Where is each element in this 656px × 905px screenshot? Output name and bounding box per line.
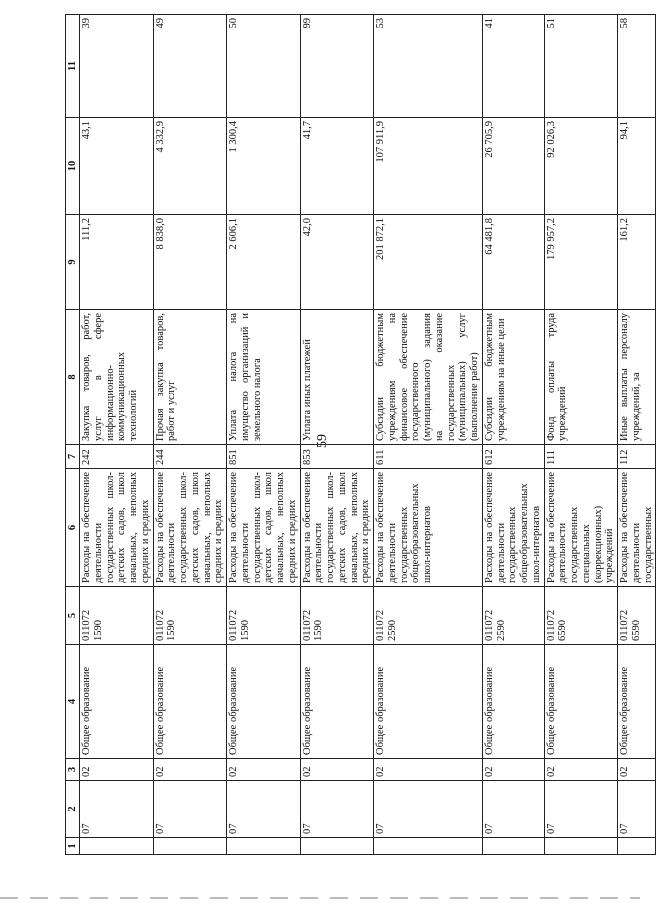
cell-col-10: 1 300,4	[227, 118, 301, 215]
cell-col-9: 2 606,1	[227, 215, 301, 310]
cell-col-4: Общее образование	[80, 645, 154, 759]
header-col-3: 3	[66, 759, 80, 781]
cell-col-6: Расходы на обеспечение деятельности государственных школ-детских садов, школ начальных, неполных средних и средних	[300, 469, 374, 587]
cell-col-7: 851	[227, 445, 301, 469]
cell-col-10: 4 332,9	[153, 118, 227, 215]
table-row	[227, 15, 301, 855]
table-body	[80, 15, 656, 855]
cell-col-5: 011072 1590	[227, 587, 301, 645]
rotated-table-container	[65, 18, 654, 855]
cell-col-8: Уплата налога на имущество организаций и земельного налога	[227, 310, 301, 445]
cell-col-2: 07	[153, 781, 227, 838]
cell-col-5: 011072 1590	[80, 587, 154, 645]
header-col-10: 10	[66, 118, 80, 215]
header-col-4: 4	[66, 645, 80, 759]
header-col-11: 11	[66, 15, 80, 118]
cell-col-8: Субсидии бюджетным учреждениям на иные цели	[482, 310, 544, 445]
cell-col-7: 111	[544, 445, 618, 469]
cell-col-4: Общее образование	[618, 645, 656, 759]
cell-col-8: Субсидии бюджетным учреждениям на финансовое обеспечение государственного (муниципального) задания на оказание государственных (муниципальных) услуг (выполнение работ)	[374, 310, 483, 445]
cell-col-8: Закупка товаров, работ, услуг в сфере информационно-коммуникационных технологий	[80, 310, 154, 445]
cell-col-11: 49	[153, 15, 227, 118]
cell-col-3: 02	[80, 759, 154, 781]
cell-col-3: 02	[482, 759, 544, 781]
cell-col-9: 8 838,0	[153, 215, 227, 310]
header-col-5: 5	[66, 587, 80, 645]
cell-col-7: 112	[618, 445, 656, 469]
cell-col-5: 011072 2590	[482, 587, 544, 645]
cell-col-3: 02	[618, 759, 656, 781]
cell-col-3: 02	[227, 759, 301, 781]
cell-col-1	[374, 838, 483, 855]
cell-col-11: 50	[227, 15, 301, 118]
cell-col-3: 02	[374, 759, 483, 781]
cell-col-11: 58	[618, 15, 656, 118]
cell-col-1	[80, 838, 154, 855]
cell-col-7: 853	[300, 445, 374, 469]
header-col-8: 8	[66, 310, 80, 445]
table-header-row	[66, 15, 80, 855]
cell-col-7: 242	[80, 445, 154, 469]
cell-col-6: Расходы на обеспечение деятельности государственных общеобразовательных школ-интернатов	[482, 469, 544, 587]
cell-col-10: 43,1	[80, 118, 154, 215]
cell-col-5: 011072 1590	[153, 587, 227, 645]
cell-col-8: Иные выплаты персоналу учреждений, за	[618, 310, 656, 445]
header-col-9: 9	[66, 215, 80, 310]
cell-col-7: 612	[482, 445, 544, 469]
header-col-7: 7	[66, 445, 80, 469]
cell-col-11: 99	[300, 15, 374, 118]
cell-col-1	[544, 838, 618, 855]
cell-col-5: 011072 1590	[300, 587, 374, 645]
cell-col-1	[153, 838, 227, 855]
cell-col-10: 94,1	[618, 118, 656, 215]
cell-col-9: 64 481,8	[482, 215, 544, 310]
header-col-1: 1	[66, 838, 80, 855]
cell-col-10: 26 705,9	[482, 118, 544, 215]
cell-col-7: 244	[153, 445, 227, 469]
page-number: 59	[315, 434, 330, 448]
cell-col-1	[300, 838, 374, 855]
cell-col-2: 07	[80, 781, 154, 838]
cell-col-5: 011072 2590	[374, 587, 483, 645]
cell-col-8: Уплата иных платежей	[300, 310, 374, 445]
cell-col-8: Фонд оплаты труда учреждений	[544, 310, 618, 445]
cell-col-6: Расходы на обеспечение деятельности государственных школ-детских садов, школ начальных, неполных средних и средних	[227, 469, 301, 587]
cell-col-6: Расходы на обеспечение деятельности государственных общеобразовательных школ-интернатов	[374, 469, 483, 587]
cell-col-9: 179 957,2	[544, 215, 618, 310]
cell-col-6: Расходы на обеспечение деятельности государственных	[618, 469, 656, 587]
cell-col-4: Общее образование	[300, 645, 374, 759]
cell-col-3: 02	[544, 759, 618, 781]
cell-col-3: 02	[300, 759, 374, 781]
cell-col-8: Прочая закупка товаров, работ и услуг	[153, 310, 227, 445]
cell-col-11: 39	[80, 15, 154, 118]
cell-col-6: Расходы на обеспечение деятельности государственных школ-детских садов, школ начальных, неполных средних и средних	[80, 469, 154, 587]
cell-col-4: Общее образование	[482, 645, 544, 759]
cell-col-6: Расходы на обеспечение деятельности государственных специальных (коррекционных) учреждений	[544, 469, 618, 587]
cell-col-5: 011072 6590	[618, 587, 656, 645]
header-col-6: 6	[66, 469, 80, 587]
header-col-2: 2	[66, 781, 80, 838]
table-row	[482, 15, 544, 855]
cell-col-2: 07	[374, 781, 483, 838]
cell-col-7: 611	[374, 445, 483, 469]
cell-col-10: 92 026,3	[544, 118, 618, 215]
table-row	[300, 15, 374, 855]
cell-col-6: Расходы на обеспечение деятельности государственных школ-детских садов, школ начальных, неполных средних и средних	[153, 469, 227, 587]
scan-edge-artifact	[0, 897, 640, 899]
table-row	[374, 15, 483, 855]
cell-col-4: Общее образование	[153, 645, 227, 759]
cell-col-4: Общее образование	[374, 645, 483, 759]
cell-col-2: 07	[227, 781, 301, 838]
cell-col-4: Общее образование	[544, 645, 618, 759]
table-row	[618, 15, 656, 855]
cell-col-3: 02	[153, 759, 227, 781]
cell-col-10: 107 911,9	[374, 118, 483, 215]
table-row	[544, 15, 618, 855]
cell-col-4: Общее образование	[227, 645, 301, 759]
budget-table	[65, 14, 656, 855]
cell-col-2: 07	[544, 781, 618, 838]
cell-col-10: 41,7	[300, 118, 374, 215]
cell-col-11: 41	[482, 15, 544, 118]
table-row	[80, 15, 154, 855]
cell-col-2: 07	[300, 781, 374, 838]
cell-col-2: 07	[618, 781, 656, 838]
cell-col-11: 51	[544, 15, 618, 118]
cell-col-9: 161,2	[618, 215, 656, 310]
cell-col-2: 07	[482, 781, 544, 838]
cell-col-1	[618, 838, 656, 855]
cell-col-1	[482, 838, 544, 855]
cell-col-9: 42,0	[300, 215, 374, 310]
cell-col-1	[227, 838, 301, 855]
cell-col-9: 111,2	[80, 215, 154, 310]
table-row	[153, 15, 227, 855]
cell-col-9: 201 872,1	[374, 215, 483, 310]
cell-col-5: 011072 6590	[544, 587, 618, 645]
cell-col-11: 53	[374, 15, 483, 118]
